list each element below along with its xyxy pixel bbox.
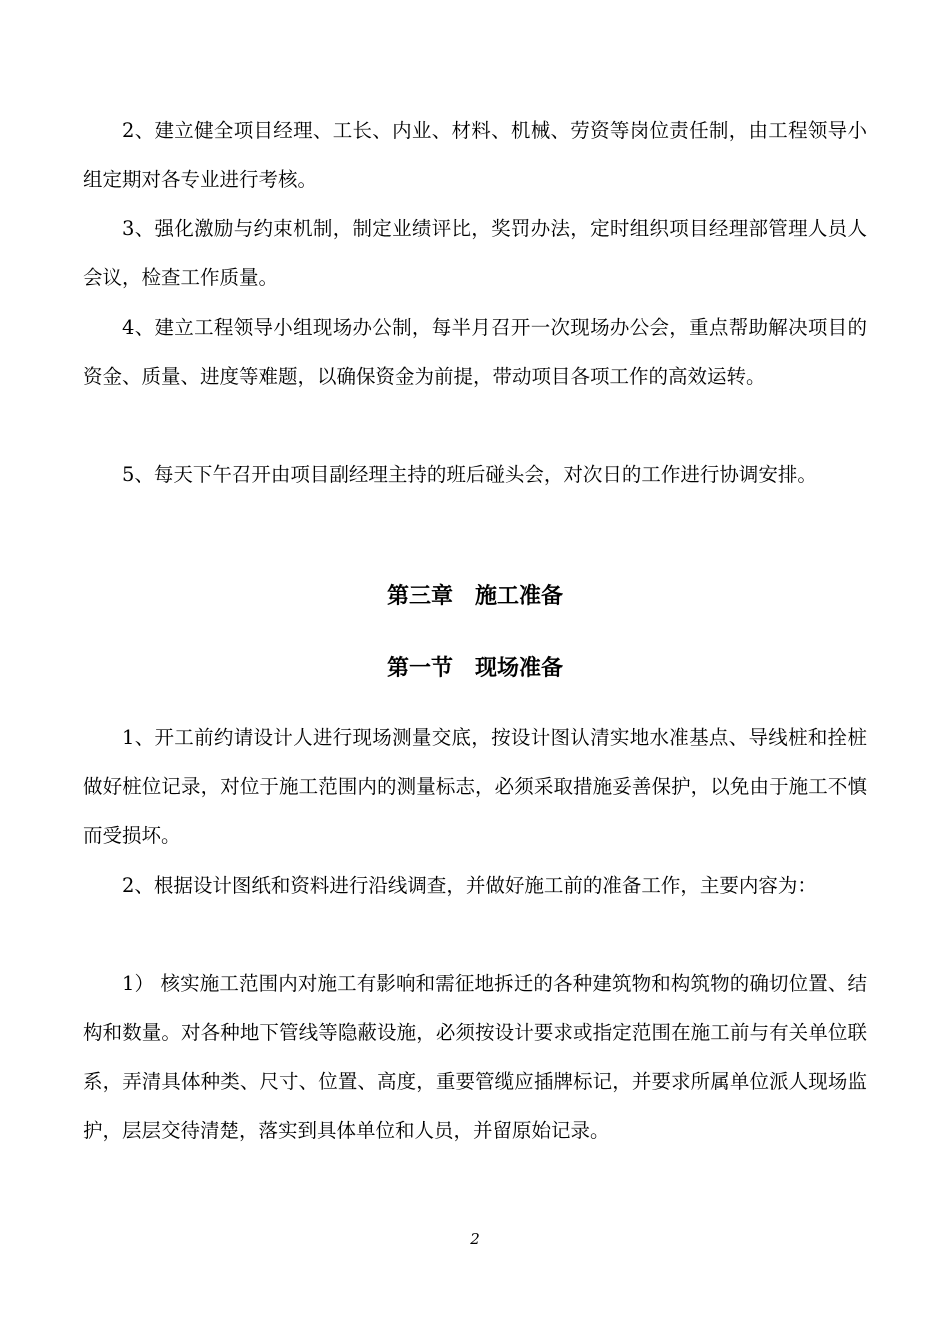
section-number: 第一节 bbox=[386, 655, 453, 681]
section-title: 现场准备 bbox=[475, 655, 564, 681]
section-heading bbox=[0, 648, 950, 688]
paragraph-verify-structures: 1） 核实施工范围内对施工有影响和需征地拆迁的各种建筑物和构筑物的确切位置、结构和数量。对各种地下管线等隐蔽设施，必须按设计要求或指定范围在施工前与有关单位联系，弄清具体种类、尺寸、位置、高度，重要管缆应插牌标记，并要求所属单位派人现场监护，层层交待清楚，落实到具体单位和人员，并留原始记录。 bbox=[83, 972, 867, 1142]
paragraph-survey-handover: 1、开工前约请设计人进行现场测量交底，按设计图认清实地水准基点、导线桩和拴桩做好桩位记录，对位于施工范围内的测量标志，必须采取措施妥善保护，以免由于施工不慎而受损坏。 bbox=[83, 726, 867, 847]
chapter-title: 施工准备 bbox=[475, 583, 564, 609]
paragraph-daily-meeting: 5、每天下午召开由项目副经理主持的班后碰头会，对次日的工作进行协调安排。 bbox=[122, 463, 817, 486]
paragraph-responsibility-system: 2、建立健全项目经理、工长、内业、材料、机械、劳资等岗位责任制，由工程领导小组定期对各专业进行考核。 bbox=[83, 119, 867, 191]
paragraph-incentive-mechanism: 3、强化激励与约束机制，制定业绩评比，奖罚办法，定时组织项目经理部管理人员人会议，检查工作质量。 bbox=[83, 217, 867, 289]
paragraph-site-office: 4、建立工程领导小组现场办公制，每半月召开一次现场办公会，重点帮助解决项目的资金、质量、进度等难题，以确保资金为前提，带动项目各项工作的高效运转。 bbox=[83, 316, 867, 388]
page-number: 2 bbox=[470, 1230, 480, 1248]
chapter-number: 第三章 bbox=[386, 583, 453, 609]
paragraph-route-survey: 2、根据设计图纸和资料进行沿线调查，并做好施工前的准备工作，主要内容为： bbox=[122, 874, 817, 897]
chapter-heading bbox=[0, 576, 950, 616]
